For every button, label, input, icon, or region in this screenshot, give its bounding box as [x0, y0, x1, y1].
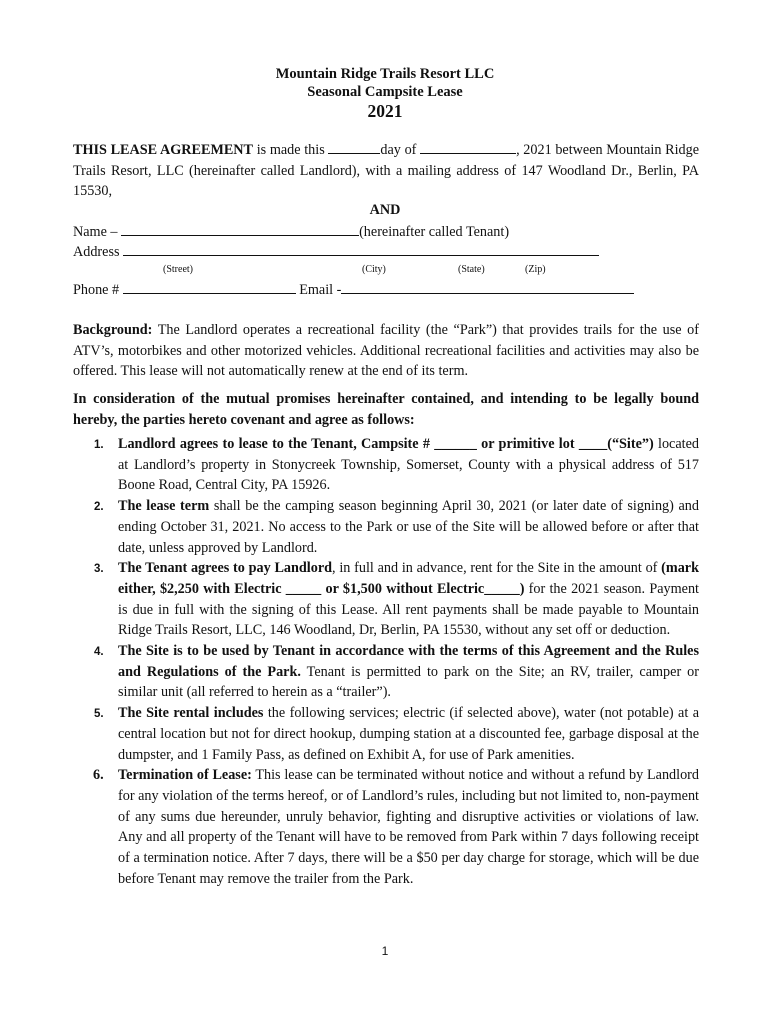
term-5: 5. The Site rental includes the following services; electric (if selected above), water (not potable) at a central location but not for direct hookup, dumping station at a discounted fee, garbage disposal at the dumpster, and 1 Family Pass, as defined on Exhibit A, for use of Park amenities.: [94, 705, 699, 763]
term-2: 2. The lease term shall be the camping season beginning April 30, 2021 (or later date of signing) and ending October 31, 2021. No access to the Park or use of the Site will be allowed before or after that date, unless approved by Landlord.: [94, 498, 699, 556]
term-4: 4. The Site is to be used by Tenant in accordance with the terms of this Agreement and the Rules and Regulations of the Park. Tenant is permitted to park on the Site; an RV, trailer, camper or similar unit (all referred to herein as a “trailer”).: [94, 643, 699, 701]
lease-year: 2021: [367, 101, 403, 121]
street-caption: (Street): [163, 264, 193, 275]
city-caption: (City): [362, 264, 386, 275]
address-line: Address: [73, 242, 699, 263]
contact-line: Phone # Email -: [73, 280, 699, 301]
month-blank[interactable]: [420, 141, 516, 154]
company-name: Mountain Ridge Trails Resort LLC: [275, 66, 495, 82]
and-heading: AND: [369, 202, 401, 218]
page-number: 1: [381, 944, 389, 958]
background-paragraph: Background: The Landlord operates a recreational facility (the “Park”) that provides trails for the use of ATV’s, motorbikes and other motorized vehicles. Additional recreational facilities and activities may also be offered. This lease will not automatically renew at the end of its term.: [73, 322, 699, 380]
term-6: 6. Termination of Lease: This lease can be terminated without notice and without a refund by Landlord for any violation of the terms hereof, or of Landlord’s rules, including but not limited to, non-payment of any sums due hereunder, unruly behavior, fighting and disruptive activities or violations of law. Any and all property of the Tenant will have to be removed from Park within 7 days following receipt of a termination notice. After 7 days, there will be a $50 per day charge for storage, which will be due before Tenant may remove the trailer from the Park.: [93, 767, 699, 887]
document-title: Seasonal Campsite Lease: [307, 84, 463, 100]
term-1: 1. Landlord agrees to lease to the Tenant, Campsite # ______ or primitive lot ____(“Site”) located at Landlord’s property in Stonycreek Township, Somerset, County with a physical address of 517 Boone Road, Central City, PA 15926.: [94, 436, 699, 494]
intro-paragraph: THIS LEASE AGREEMENT is made this day of , 2021 between Mountain Ridge Trails Resort, LLC (hereinafter called Landlord), with a mailing address of 147 Woodland Dr., Berlin, PA 15530,: [73, 142, 700, 200]
tenant-name-field[interactable]: [121, 223, 359, 236]
term-3: 3. The Tenant agrees to pay Landlord, in full and in advance, rent for the Site in the amount of (mark either, $2,250 with Electric _____ or $1,500 without Electric_____) for the 2021 season. Payment is due in full with the signing of this Lease. All rent payments shall be made payable to Mountain Ridge Trails Resort, LLC, 146 Woodland, Dr, Berlin, PA 15530, without any set off or deduction.: [94, 560, 699, 639]
address-field[interactable]: [123, 243, 599, 256]
name-line: Name – (hereinafter called Tenant): [73, 224, 510, 240]
zip-caption: (Zip): [525, 264, 546, 275]
consideration-paragraph: In consideration of the mutual promises hereinafter contained, and intending to be legally bound hereby, the parties hereto covenant and agree as follows:: [73, 391, 699, 428]
terms-list: [73, 434, 699, 889]
phone-field[interactable]: [123, 281, 296, 294]
state-caption: (State): [458, 264, 485, 275]
email-field[interactable]: [341, 281, 634, 294]
intro-lead: THIS LEASE AGREEMENT: [73, 142, 254, 158]
day-blank[interactable]: [328, 141, 380, 154]
